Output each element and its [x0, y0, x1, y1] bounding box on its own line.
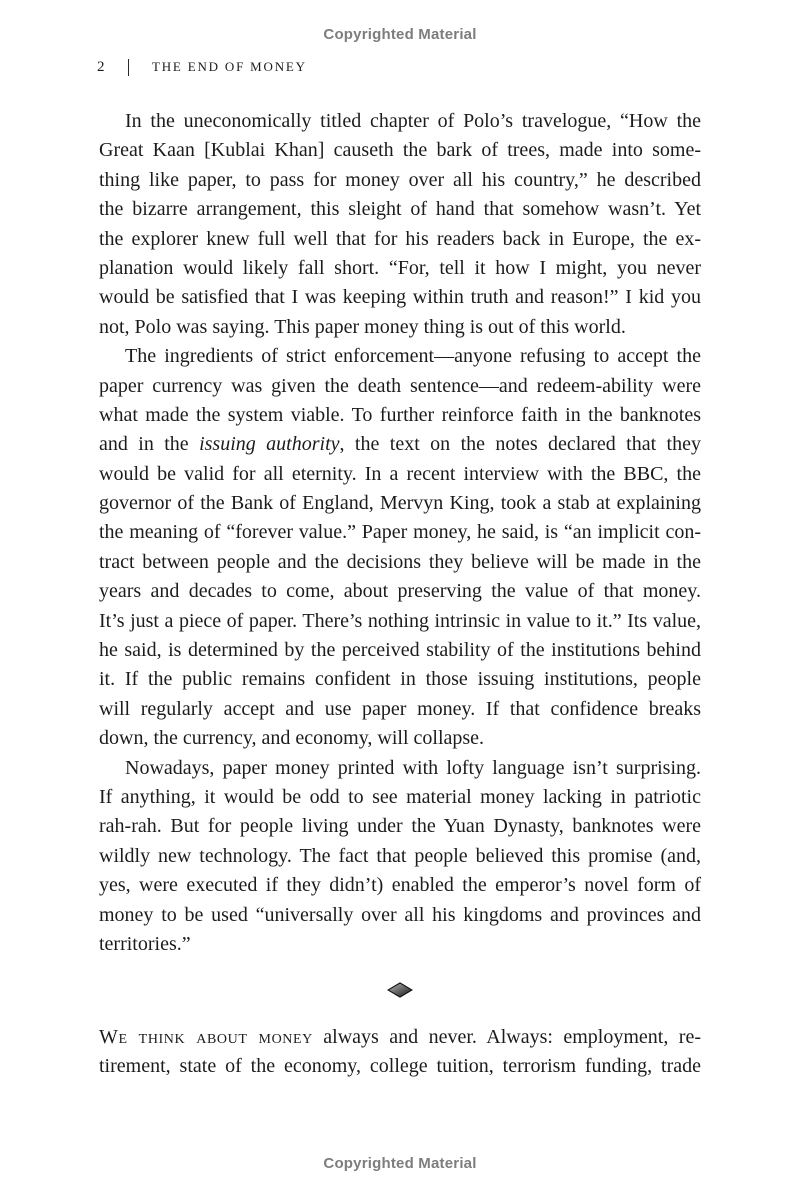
- text-line: [99, 695, 701, 724]
- plain-text: It’s just a piece of paper. There’s nothing intrinsic in value to it.” Its value,: [99, 609, 701, 632]
- plain-text: years and decades to come, about preserving the value of that money.: [99, 580, 701, 603]
- text-line: [99, 166, 701, 195]
- plain-text: what made the system viable. To further reinforce faith in the banknotes: [99, 403, 701, 426]
- plain-text: wildly new technology. The fact that people believed this promise (and,: [99, 844, 701, 867]
- plain-text: yes, were executed if they didn’t) enabled the emperor’s novel form of: [99, 874, 701, 897]
- text-line: [99, 636, 701, 665]
- diamond-icon: [387, 982, 413, 998]
- plain-text: rah-rah. But for people living under the Yuan Dynasty, banknotes were: [99, 815, 701, 838]
- plain-text: , the text on the notes declared that they: [339, 433, 701, 456]
- text-line: [99, 430, 701, 459]
- text-line: [99, 901, 701, 930]
- plain-text: tirement, state of the economy, college tuition, terrorism funding, trade: [99, 1055, 701, 1078]
- text-line: [99, 724, 701, 753]
- plain-text: he said, is determined by the perceived stability of the institutions behind: [99, 639, 701, 662]
- paragraph: [99, 107, 701, 342]
- plain-text: territories.”: [99, 932, 191, 955]
- plain-text: governor of the Bank of England, Mervyn King, took a stab at explaining: [99, 492, 701, 515]
- plain-text: the bizarre arrangement, this sleight of hand that somehow wasn’t. Yet: [99, 198, 701, 221]
- text-line: [99, 930, 701, 959]
- text-line: [99, 401, 701, 430]
- text-line: [99, 136, 701, 165]
- plain-text: paper currency was given the death sentence—and redeem-ability were: [99, 374, 701, 397]
- text-line: [99, 842, 701, 871]
- plain-text: Nowadays, paper money printed with lofty language isn’t surprising.: [125, 756, 701, 779]
- plain-text: and in the: [99, 433, 200, 456]
- paragraph: [99, 342, 701, 753]
- body-text: [99, 107, 701, 959]
- text-line: [99, 812, 701, 841]
- plain-text: thing like paper, to pass for money over all his country,” he described: [99, 168, 701, 191]
- plain-text: will regularly accept and use paper money. If that confidence breaks: [99, 697, 701, 720]
- plain-text: the meaning of “forever value.” Paper money, he said, is “an implicit con-: [99, 521, 701, 544]
- text-line: [99, 665, 701, 694]
- text-line: [99, 342, 701, 371]
- text-line: [99, 489, 701, 518]
- plain-text: money to be used “universally over all his kingdoms and provinces and: [99, 903, 701, 926]
- text-line: [99, 372, 701, 401]
- copyright-notice-top: Copyrighted Material: [323, 26, 477, 43]
- plain-text: it. If the public remains confident in those issuing institutions, people: [99, 668, 701, 691]
- section-opening-text: [99, 1023, 701, 1082]
- text-line: [99, 607, 701, 636]
- copyright-notice-bottom: Copyrighted Material: [323, 1155, 477, 1172]
- plain-text: not, Polo was saying. This paper money thing is out of this world.: [99, 315, 626, 338]
- plain-text: Great Kaan [Kublai Khan] causeth the bark of trees, made into some-: [99, 139, 701, 162]
- section-break-ornament: [0, 982, 800, 998]
- text-line: [99, 871, 701, 900]
- text-line: [99, 460, 701, 489]
- plain-text: down, the currency, and economy, will collapse.: [99, 727, 485, 750]
- plain-text: In the uneconomically titled chapter of Polo’s travelogue, “How the: [125, 110, 701, 132]
- running-header: [97, 57, 307, 77]
- plain-text: If anything, it would be odd to see material money lacking in patriotic: [99, 785, 701, 808]
- text-line: [99, 225, 701, 254]
- plain-text: would be satisfied that I was keeping within truth and reason!” I kid you: [99, 286, 701, 309]
- plain-text: the explorer knew full well that for his readers back in Europe, the ex-: [99, 227, 701, 250]
- plain-text: planation would likely fall short. “For, tell it how I might, you never: [99, 256, 701, 279]
- paragraph: [99, 754, 701, 960]
- plain-text: tract between people and the decisions they believe will be made in the: [99, 550, 701, 573]
- plain-text: The ingredients of strict enforcement—anyone refusing to accept the: [125, 345, 701, 368]
- running-title: THE END OF MONEY: [152, 59, 307, 74]
- text-line: [99, 313, 701, 342]
- plain-text: always and never. Always: employment, re-: [312, 1026, 701, 1048]
- text-line: [99, 1052, 701, 1081]
- text-line: [99, 254, 701, 283]
- plain-text: would be valid for all eternity. In a recent interview with the BBC, the: [99, 462, 701, 485]
- text-line: [99, 1023, 701, 1052]
- page-number: 2: [97, 58, 105, 75]
- smallcaps-text: We think about money: [99, 1026, 313, 1048]
- text-line: [99, 754, 701, 783]
- text-line: [99, 195, 701, 224]
- text-line: [99, 548, 701, 577]
- text-line: [99, 518, 701, 547]
- italic-text: issuing authority: [199, 433, 340, 456]
- text-line: [99, 577, 701, 606]
- text-line: [99, 283, 701, 312]
- paragraph: [99, 1023, 701, 1082]
- header-separator-rule: [128, 59, 130, 76]
- text-line: [99, 783, 701, 812]
- text-line: [99, 107, 701, 136]
